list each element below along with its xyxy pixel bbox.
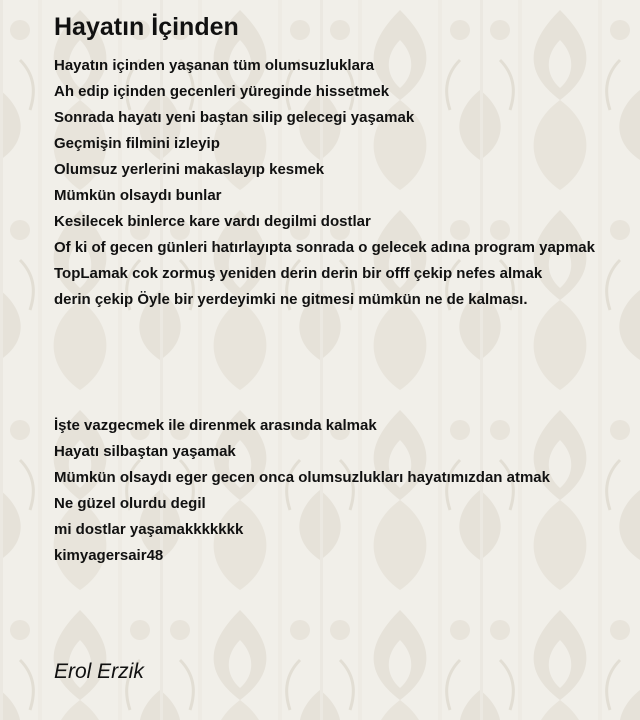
poem-line: TopLamak cok zormuş yeniden derin derin bir offf çekip nefes almak [54,265,543,282]
poem-line: mi dostlar yaşamakkkkkkk [54,521,244,538]
poem-author: Erol Erzik [54,660,144,683]
poem-line: Hayatın içinden yaşanan tüm olumsuzluklara [54,57,375,74]
poem-line: Geçmişin filmini izleyip [54,135,220,152]
poem-line: Mümkün olsaydı bunlar [54,187,222,204]
poem-line: Hayatı silbaştan yaşamak [54,443,236,460]
poem-line: Mümkün olsaydı eger gecen onca olumsuzlukları hayatımızdan atmak [54,469,550,486]
poem-stanza-1 [54,53,595,313]
poem-title: Hayatın İçinden [54,13,239,41]
poem-line: Sonrada hayatı yeni baştan silip gelecegi yaşamak [54,109,415,126]
poem-stanza-2 [54,413,550,569]
poem-line: Of ki of gecen günleri hatırlayıpta sonrada o gelecek adına program yapmak [54,239,595,256]
poem-line: Olumsuz yerlerini makaslayıp kesmek [54,161,325,178]
poem-line: Kesilecek binlerce kare vardı degilmi dostlar [54,213,371,230]
poem-line: İşte vazgecmek ile direnmek arasında kalmak [54,417,377,434]
poem-line: Ah edip içinden gecenleri yüreginde hissetmek [54,83,390,100]
poem-line: derin çekip Öyle bir yerdeyimki ne gitmesi mümkün ne de kalması. [54,291,528,308]
poem-signature-line: kimyagersair48 [54,547,164,564]
poem-line: Ne güzel olurdu degil [54,495,206,512]
